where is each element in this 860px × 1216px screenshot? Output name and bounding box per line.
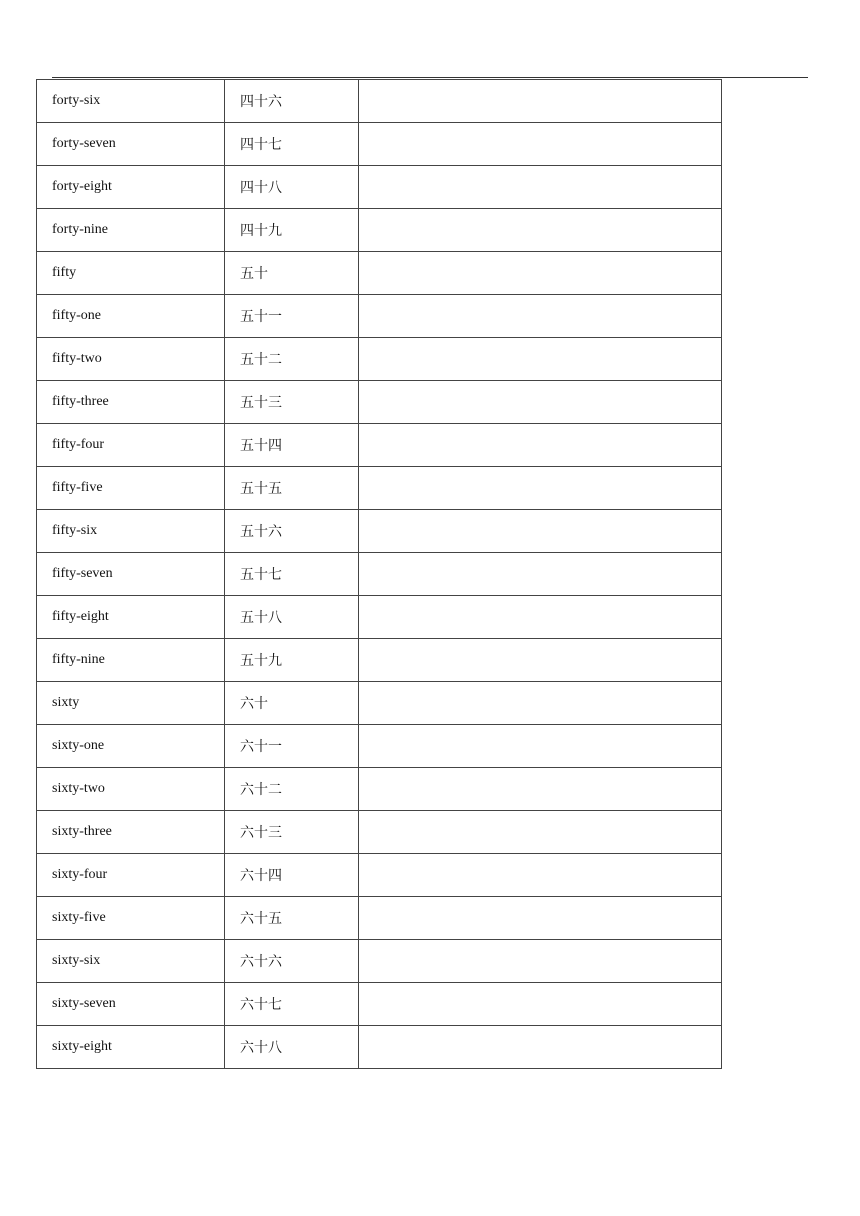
english-word-cell: forty-seven [37,123,225,166]
answer-blank-cell[interactable] [359,295,722,338]
table-row [37,639,722,682]
answer-blank-cell[interactable] [359,768,722,811]
header-rule [52,77,808,78]
table-row [37,553,722,596]
chinese-word-cell: 六十三 [225,811,359,854]
answer-blank-cell[interactable] [359,940,722,983]
chinese-word-cell: 四十八 [225,166,359,209]
english-word-cell: fifty-four [37,424,225,467]
chinese-word-cell: 五十二 [225,338,359,381]
english-word-cell: fifty-two [37,338,225,381]
answer-blank-cell[interactable] [359,381,722,424]
answer-blank-cell[interactable] [359,682,722,725]
table-row [37,338,722,381]
english-word-cell: sixty [37,682,225,725]
chinese-word-cell: 六十一 [225,725,359,768]
table-row [37,80,722,123]
answer-blank-cell[interactable] [359,983,722,1026]
english-word-cell: forty-nine [37,209,225,252]
table-row [37,467,722,510]
answer-blank-cell[interactable] [359,854,722,897]
english-word-cell: fifty-eight [37,596,225,639]
chinese-word-cell: 六十六 [225,940,359,983]
english-word-cell: sixty-three [37,811,225,854]
answer-blank-cell[interactable] [359,252,722,295]
chinese-word-cell: 六十四 [225,854,359,897]
chinese-word-cell: 五十九 [225,639,359,682]
english-word-cell: fifty-one [37,295,225,338]
table-row [37,682,722,725]
chinese-word-cell: 五十六 [225,510,359,553]
chinese-word-cell: 六十二 [225,768,359,811]
table-row [37,596,722,639]
english-word-cell: fifty-five [37,467,225,510]
chinese-word-cell: 六十 [225,682,359,725]
english-word-cell: sixty-eight [37,1026,225,1069]
vocabulary-table-body [37,80,722,1069]
english-word-cell: sixty-two [37,768,225,811]
table-row [37,854,722,897]
english-word-cell: sixty-seven [37,983,225,1026]
table-row [37,295,722,338]
answer-blank-cell[interactable] [359,639,722,682]
chinese-word-cell: 五十四 [225,424,359,467]
answer-blank-cell[interactable] [359,897,722,940]
chinese-word-cell: 五十五 [225,467,359,510]
table-row [37,209,722,252]
table-row [37,983,722,1026]
table-row [37,1026,722,1069]
chinese-word-cell: 四十七 [225,123,359,166]
answer-blank-cell[interactable] [359,424,722,467]
answer-blank-cell[interactable] [359,166,722,209]
vocabulary-table [36,79,722,1069]
answer-blank-cell[interactable] [359,80,722,123]
english-word-cell: fifty-six [37,510,225,553]
english-word-cell: forty-six [37,80,225,123]
answer-blank-cell[interactable] [359,725,722,768]
chinese-word-cell: 五十 [225,252,359,295]
english-word-cell: fifty-three [37,381,225,424]
table-row [37,166,722,209]
answer-blank-cell[interactable] [359,123,722,166]
english-word-cell: fifty-nine [37,639,225,682]
english-word-cell: forty-eight [37,166,225,209]
english-word-cell: sixty-four [37,854,225,897]
table-row [37,725,722,768]
english-word-cell: sixty-five [37,897,225,940]
english-word-cell: sixty-one [37,725,225,768]
answer-blank-cell[interactable] [359,596,722,639]
table-row [37,940,722,983]
chinese-word-cell: 六十五 [225,897,359,940]
answer-blank-cell[interactable] [359,1026,722,1069]
answer-blank-cell[interactable] [359,553,722,596]
chinese-word-cell: 五十七 [225,553,359,596]
answer-blank-cell[interactable] [359,467,722,510]
chinese-word-cell: 六十八 [225,1026,359,1069]
table-row [37,381,722,424]
chinese-word-cell: 五十三 [225,381,359,424]
table-row [37,252,722,295]
table-row [37,768,722,811]
answer-blank-cell[interactable] [359,209,722,252]
table-row [37,811,722,854]
table-row [37,897,722,940]
table-row [37,510,722,553]
english-word-cell: fifty [37,252,225,295]
english-word-cell: fifty-seven [37,553,225,596]
chinese-word-cell: 四十九 [225,209,359,252]
table-row [37,424,722,467]
answer-blank-cell[interactable] [359,338,722,381]
chinese-word-cell: 五十八 [225,596,359,639]
table-row [37,123,722,166]
chinese-word-cell: 五十一 [225,295,359,338]
chinese-word-cell: 六十七 [225,983,359,1026]
chinese-word-cell: 四十六 [225,80,359,123]
answer-blank-cell[interactable] [359,811,722,854]
english-word-cell: sixty-six [37,940,225,983]
answer-blank-cell[interactable] [359,510,722,553]
